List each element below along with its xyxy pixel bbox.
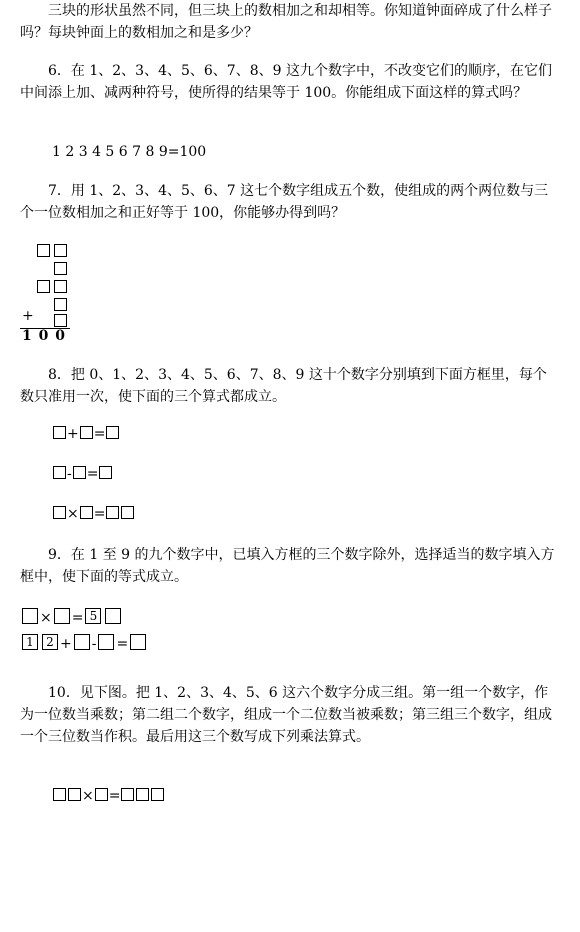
equals-sign: = [71,610,84,626]
q9-text: 9．在 1 至 9 的九个数字中，已填入方框的三个数字除外，选择适当的数字填入方框中，使下面的等式成立。 [20,547,555,585]
blank-box[interactable] [99,466,112,479]
blank-box[interactable] [106,426,119,439]
blank-box[interactable] [54,262,67,275]
blank-box[interactable] [68,788,81,801]
blank-box[interactable] [22,608,38,624]
equals-sign: = [108,788,121,804]
given-digit: 2 [46,635,54,649]
blank-box[interactable] [105,608,121,624]
sum-result: 1 0 0 [22,328,66,344]
given-digit: 1 [26,635,34,649]
op-minus: - [91,636,97,652]
op-plus: + [60,636,72,652]
blank-box[interactable] [95,788,108,801]
equals-sign: = [93,426,106,442]
blank-box[interactable] [54,608,70,624]
blank-box[interactable] [151,788,164,801]
blank-box[interactable] [121,506,134,519]
blank-box[interactable] [54,244,67,257]
intro-paragraph: 三块的形状虽然不同，但三块上的数相加之和却相等。你知道钟面碎成了什么样子吗？每块钟面上的数相加之和是多少？ [20,3,552,41]
blank-box[interactable] [74,634,90,650]
blank-box[interactable] [54,298,67,311]
given-digit: 5 [89,609,98,623]
given-digit-box [85,608,101,624]
blank-box[interactable] [80,506,93,519]
blank-box[interactable] [54,314,67,327]
blank-box[interactable] [53,466,66,479]
q7-text: 7．用 1、2、3、4、5、6、7 这七个数字组成五个数，使组成的两个两位数与三个一位数相加之和正好等于 100，你能够办得到吗？ [20,183,549,221]
q8-equation-sub [52,464,113,484]
blank-box[interactable] [53,506,66,519]
equals-sign: = [93,506,106,522]
q10-text: 10．见下图。把 1、2、3、4、5、6 这六个数字分成三组。第一组一个数字，作为一位数当乘数；第二组二个数字，组成一个二位数当被乘数；第三组三个数字，组成一个三位数当作积。最后用这三个数写成下列乘法算式。 [20,685,552,745]
blank-box[interactable] [80,426,93,439]
op-times: × [82,788,94,804]
q6-formula: 1 2 3 4 5 6 7 8 9=100 [52,144,207,160]
plus-sign: + [22,308,34,324]
q10-equation [52,786,165,806]
given-digit-box [22,634,38,650]
q8-text: 8．把 0、1、2、3、4、5、6、7、8、9 这十个数字分别填到下面方框里，每个数只准用一次，使下面的三个算式都成立。 [20,367,547,405]
q7-vertical-addition [20,244,80,344]
op-minus: - [67,466,72,482]
q9-equation-2 [22,634,146,654]
blank-box[interactable] [130,634,146,650]
blank-box[interactable] [98,634,114,650]
blank-box[interactable] [73,466,86,479]
blank-box[interactable] [136,788,149,801]
blank-box[interactable] [121,788,134,801]
equals-sign: = [86,466,99,482]
op-times: × [67,506,79,522]
q8-equation-mul [52,504,135,524]
q8-equation-add [52,424,120,444]
blank-box[interactable] [53,426,66,439]
op-plus: + [67,426,79,442]
given-digit-box [42,634,58,650]
blank-box[interactable] [106,506,119,519]
q9-equation-1 [22,608,121,628]
q6-text: 6．在 1、2、3、4、5、6、7、8、9 这九个数字中，不改变它们的顺序，在它们中间添上加、减两种符号，使所得的结果等于 100。你能组成下面这样的算式吗？ [20,63,552,101]
blank-box[interactable] [37,280,50,293]
blank-box[interactable] [54,280,67,293]
equals-sign: = [116,636,129,652]
op-times: × [40,610,52,626]
blank-box[interactable] [53,788,66,801]
blank-box[interactable] [37,244,50,257]
